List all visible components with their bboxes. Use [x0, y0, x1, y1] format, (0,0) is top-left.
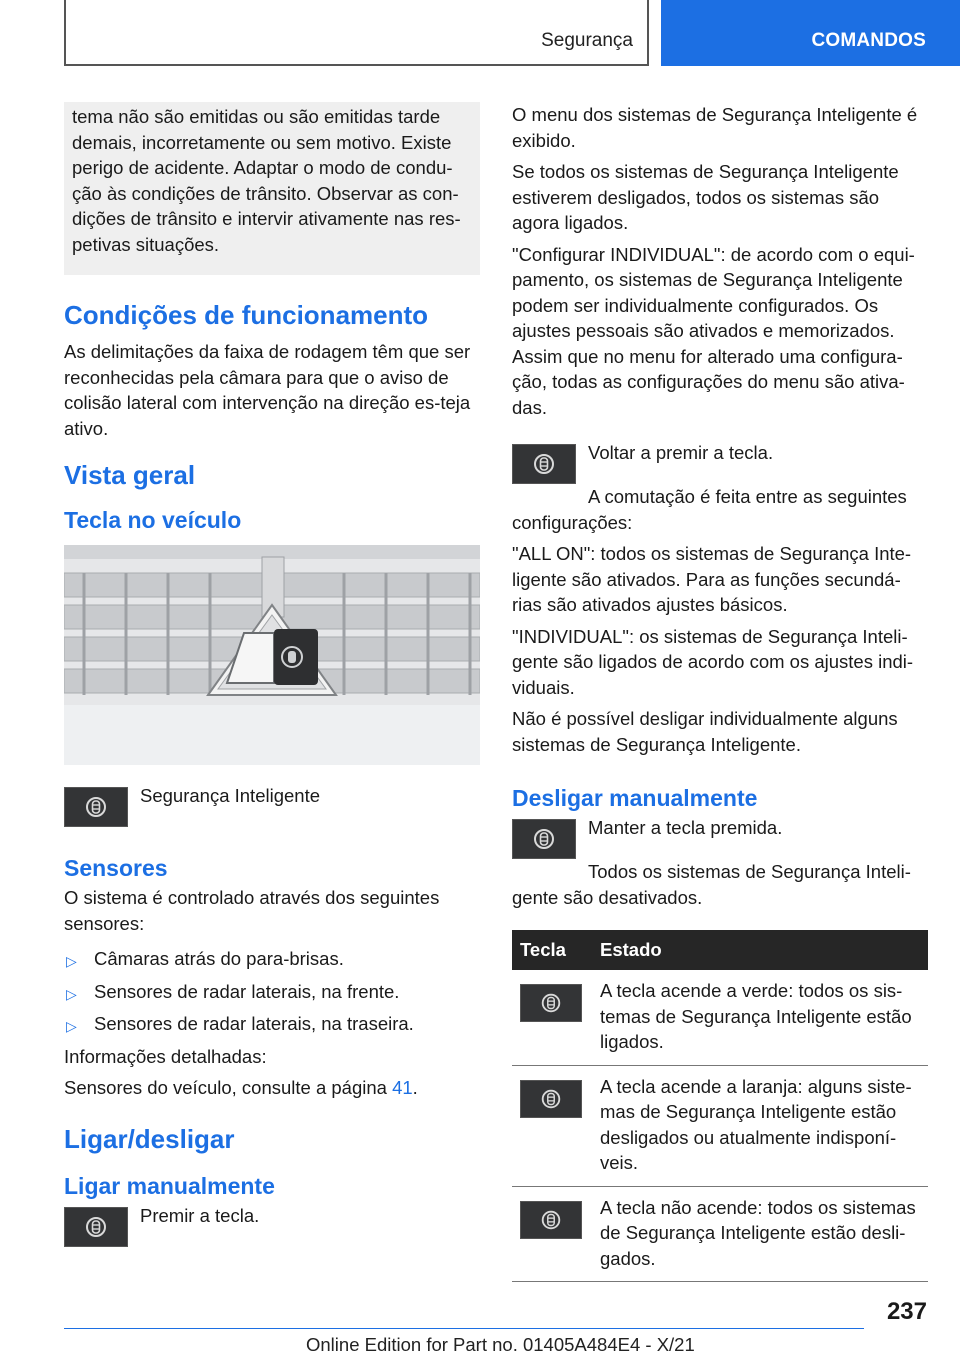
warning-line: ção às condições de trânsito. Observar as con- [72, 182, 459, 204]
heading-sensors: Sensores [64, 855, 168, 881]
heading-key-in-vehicle: Tecla no veículo [64, 507, 242, 533]
press-key-text: Premir a tecla. [140, 1204, 260, 1226]
page-link[interactable]: 41 [392, 1077, 413, 1098]
paragraph-toggle: A comutação é feita entre as seguintes configurações: [512, 486, 907, 533]
table-header-key: Tecla [512, 930, 592, 970]
header-section-box [64, 0, 649, 66]
triangle-bullet-icon: ▷ [66, 953, 77, 969]
intelligent-safety-icon [520, 1080, 582, 1118]
paragraph-all-off: Se todos os sistemas de Segurança Inteligente estiverem desligados, todos os sistemas são agora ligados. [512, 161, 899, 233]
warning-line: demais, incorretamente ou sem motivo. Existe [72, 131, 452, 153]
table-header-row [512, 930, 928, 970]
list-item: ▷ Sensores de radar laterais, na frente. [64, 979, 480, 1005]
header-section-title: Segurança [541, 30, 633, 51]
hold-key-text: Manter a tecla premida. [588, 817, 783, 838]
table-row [512, 970, 928, 1065]
intelligent-safety-icon [512, 819, 576, 859]
warning-line: dições de trânsito e intervir ativamente nas res- [72, 208, 461, 229]
table-cell-state: A tecla acende a laranja: alguns siste-mas de Segurança Inteligente estão desligados ou atualmente indisponí-veis. [592, 1065, 928, 1186]
header-tab-label: COMANDOS [811, 30, 926, 51]
page-number: 237 [886, 1298, 927, 1325]
paragraph-all-deactivated: Todos os sistemas de Segurança Inteli-gente são desativados. [512, 861, 911, 908]
intelligent-safety-icon [512, 444, 576, 484]
list-item: ▷ Câmaras atrás do para-brisas. [64, 946, 480, 972]
header-tab [661, 0, 960, 66]
heading-on-off: Ligar/desligar [64, 1123, 235, 1154]
footer-divider [64, 1328, 864, 1329]
left-column [64, 102, 480, 1247]
list-item: ▷ Sensores de radar laterais, na traseira. [64, 1011, 480, 1037]
footer-edition: Online Edition for Part no. 01405A484E4 - X/21 [306, 1334, 695, 1355]
table-row [512, 1186, 928, 1282]
right-column [512, 102, 928, 1282]
paragraph-all-on: "ALL ON": todos os sistemas de Segurança Inte-ligente são ativados. Para as funções secundá-rias são ativados ajustes básicos. [512, 543, 912, 615]
heading-manual-on: Ligar manualmente [64, 1172, 275, 1199]
intelligent-safety-icon [520, 1201, 582, 1239]
key-legend-row [64, 783, 480, 827]
press-again-text: Voltar a premir a tecla. [588, 442, 774, 463]
heading-overview: Vista geral [64, 460, 196, 490]
heading-conditions: Condições de funcionamento [64, 300, 429, 330]
detail-info: Informações detalhadas: [64, 1045, 267, 1067]
intelligent-safety-icon [520, 984, 582, 1022]
photo-key-in-vehicle [64, 545, 480, 765]
warning-line: petivas situações. [72, 233, 220, 255]
paragraph-not-possible: Não é possível desligar individualmente alguns sistemas de Segurança Inteligente. [512, 708, 898, 755]
table-cell-state: A tecla não acende: todos os sistemas de Segurança Inteligente estão desli-gados. [592, 1186, 928, 1282]
paragraph-configure-individual: "Configurar INDIVIDUAL": de acordo com o equi-pamento, os sistemas de Segurança Inteligente podem ser individualmente configurados. Os ajustes pessoais são ativados e memorizados. Assim que no menu for alterado uma configura-ção, todas as configurações do menu são ativa-das. [512, 243, 915, 418]
paragraph-menu-shown: O menu dos sistemas de Segurança Inteligente é exibido. [512, 104, 918, 151]
page-reference: Sensores do veículo, consulte a página 41. [64, 1077, 418, 1098]
press-key-row [64, 1203, 480, 1247]
intelligent-safety-icon [64, 787, 128, 827]
paragraph-conditions: As delimitações da faixa de rodagem têm que ser reconhecidas pela câmara para que o aviso de colisão lateral com intervenção na direção es-teja ativo. [64, 341, 471, 439]
table-header-state: Estado [592, 930, 928, 970]
warning-line: tema não são emitidas ou são emitidas tarde [72, 106, 441, 127]
intelligent-safety-icon [64, 1207, 128, 1247]
hold-key-row [512, 815, 928, 859]
status-table [512, 930, 928, 1282]
warning-box [64, 102, 480, 275]
sensor-list [64, 946, 480, 1037]
triangle-bullet-icon: ▷ [66, 1018, 77, 1034]
triangle-bullet-icon: ▷ [66, 985, 77, 1002]
warning-line: perigo de acidente. Adaptar o modo de condu- [72, 157, 453, 178]
table-row [512, 1065, 928, 1186]
vehicle-panel-illustration [64, 545, 480, 765]
table-cell-state: A tecla acende a verde: todos os sis-temas de Segurança Inteligente estão ligados. [592, 970, 928, 1065]
paragraph-sensors: O sistema é controlado através dos seguintes sensores: [64, 887, 440, 934]
key-legend-label: Segurança Inteligente [140, 785, 320, 806]
press-again-row [512, 440, 928, 484]
heading-manual-off: Desligar manualmente [512, 785, 758, 811]
paragraph-individual: "INDIVIDUAL": os sistemas de Segurança Inteli-gente são ligados de acordo com os ajustes indi-viduais. [512, 625, 914, 698]
